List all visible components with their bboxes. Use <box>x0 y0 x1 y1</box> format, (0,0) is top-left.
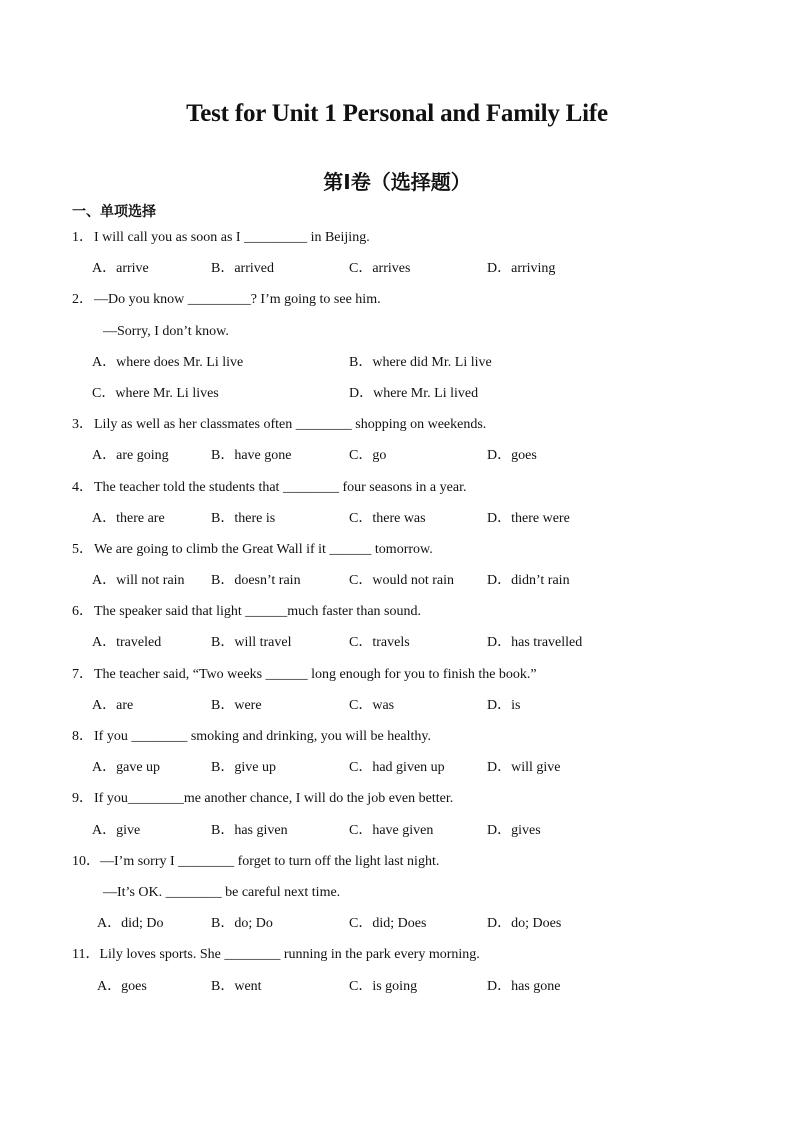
question-text: We are going to climb the Great Wall if it ______ tomorrow. <box>94 541 433 557</box>
question-text: I will call you as soon as I _________ in Beijing. <box>94 230 370 245</box>
option-row <box>0 351 794 382</box>
question-list <box>0 226 794 1006</box>
question-number: 10． <box>72 853 100 869</box>
question-stem <box>0 725 794 756</box>
part-heading: 第Ⅰ卷（选择题） <box>323 170 471 194</box>
option-d[interactable]: D．has gone <box>487 978 561 994</box>
question-number: 9． <box>72 791 93 807</box>
option-c[interactable]: C．was <box>349 697 395 713</box>
question-number: 6． <box>72 604 93 620</box>
question-number: 1． <box>72 230 93 245</box>
option-b[interactable]: B．have gone <box>211 448 292 464</box>
option-row <box>0 444 794 475</box>
option-d[interactable]: D．there were <box>487 510 570 526</box>
option-b[interactable]: B．were <box>211 697 262 713</box>
option-c[interactable]: C．arrives <box>349 261 411 277</box>
question-number: 8． <box>72 729 93 744</box>
option-c[interactable]: C．is going <box>349 978 418 994</box>
option-c[interactable]: C．there was <box>349 510 426 526</box>
question-text: Lily loves sports. She ________ running in the park every morning. <box>99 947 480 963</box>
question-text: Lily as well as her classmates often ________ shopping on weekends. <box>94 417 487 433</box>
option-c[interactable]: C．did; Does <box>349 916 427 932</box>
option-c[interactable]: C．go <box>349 448 387 464</box>
option-row <box>0 569 794 600</box>
question-text: —Do you know _________? I’m going to see him. <box>94 292 381 308</box>
option-row <box>0 912 794 943</box>
option-a[interactable]: A．there are <box>92 510 165 526</box>
option-b[interactable]: B．do; Do <box>211 916 273 932</box>
question-number: 5． <box>72 541 93 557</box>
question-text: The speaker said that light ______much faster than sound. <box>94 604 421 620</box>
question-text: If you________me another chance, I will do the job even better. <box>94 791 454 807</box>
question-stem <box>0 943 794 974</box>
option-c[interactable]: C．had given up <box>349 760 445 776</box>
option-b[interactable]: B．will travel <box>211 635 292 651</box>
option-a[interactable]: A．will not rain <box>92 573 185 589</box>
page-title: Test for Unit 1 Personal and Family Life <box>186 100 608 127</box>
option-a[interactable]: A．are <box>92 697 134 713</box>
option-a[interactable]: A．where does Mr. Li live <box>92 354 244 370</box>
option-c[interactable]: C．travels <box>349 635 410 651</box>
question-text: The teacher said, “Two weeks ______ long enough for you to finish the book.” <box>94 666 537 682</box>
option-row <box>0 507 794 538</box>
option-row <box>0 819 794 850</box>
option-a[interactable]: A．did; Do <box>97 916 164 932</box>
question-number: 2． <box>72 292 93 308</box>
option-a[interactable]: A．gave up <box>92 760 161 776</box>
option-d[interactable]: D．arriving <box>487 261 556 277</box>
question-stem <box>0 663 794 694</box>
option-row <box>0 756 794 787</box>
option-c[interactable]: C．where Mr. Li lives <box>92 385 219 401</box>
option-b[interactable]: B．give up <box>211 760 276 776</box>
question-stem <box>0 600 794 631</box>
section-heading: 一、单项选择 <box>72 204 156 220</box>
question-stem <box>0 413 794 444</box>
question-stem <box>0 476 794 507</box>
option-d[interactable]: D．is <box>487 697 521 713</box>
option-d[interactable]: D．gives <box>487 822 541 838</box>
question-stem <box>0 226 794 257</box>
option-b[interactable]: B．went <box>211 978 262 994</box>
option-row <box>0 382 794 413</box>
question-text: The teacher told the students that ________ four seasons in a year. <box>94 479 467 495</box>
option-b[interactable]: B．has given <box>211 822 288 838</box>
question-stem <box>0 787 794 818</box>
question-number: 4． <box>72 479 93 495</box>
option-b[interactable]: B．arrived <box>211 261 274 277</box>
question-stem <box>0 288 794 319</box>
question-text: —I’m sorry I ________ forget to turn off the light last night. <box>100 853 440 869</box>
option-a[interactable]: A．arrive <box>92 261 149 277</box>
option-row <box>0 631 794 662</box>
question-number: 7． <box>72 666 93 682</box>
option-a[interactable]: A．goes <box>97 978 147 994</box>
option-d[interactable]: D．do; Does <box>487 916 562 932</box>
option-d[interactable]: D．has travelled <box>487 635 583 651</box>
option-row <box>0 257 794 288</box>
option-b[interactable]: B．where did Mr. Li live <box>349 354 492 370</box>
option-d[interactable]: D．will give <box>487 760 561 776</box>
option-a[interactable]: A．give <box>92 822 141 838</box>
question-text-continued: —It’s OK. ________ be careful next time. <box>103 884 341 900</box>
option-a[interactable]: A．are going <box>92 448 169 464</box>
option-d[interactable]: D．where Mr. Li lived <box>349 385 479 401</box>
option-d[interactable]: D．didn’t rain <box>487 573 570 589</box>
question-text-continued: —Sorry, I don’t know. <box>103 323 229 339</box>
option-b[interactable]: B．doesn’t rain <box>211 573 301 589</box>
option-row <box>0 975 794 1006</box>
option-c[interactable]: C．would not rain <box>349 573 454 589</box>
option-row <box>0 694 794 725</box>
question-stem <box>0 538 794 569</box>
question-number: 3． <box>72 417 93 433</box>
question-text: If you ________ smoking and drinking, you will be healthy. <box>94 729 431 744</box>
option-c[interactable]: C．have given <box>349 822 434 838</box>
option-a[interactable]: A．traveled <box>92 635 162 651</box>
option-d[interactable]: D．goes <box>487 448 537 464</box>
question-stem <box>0 850 794 881</box>
question-number: 11． <box>72 947 100 963</box>
option-b[interactable]: B．there is <box>211 510 276 526</box>
